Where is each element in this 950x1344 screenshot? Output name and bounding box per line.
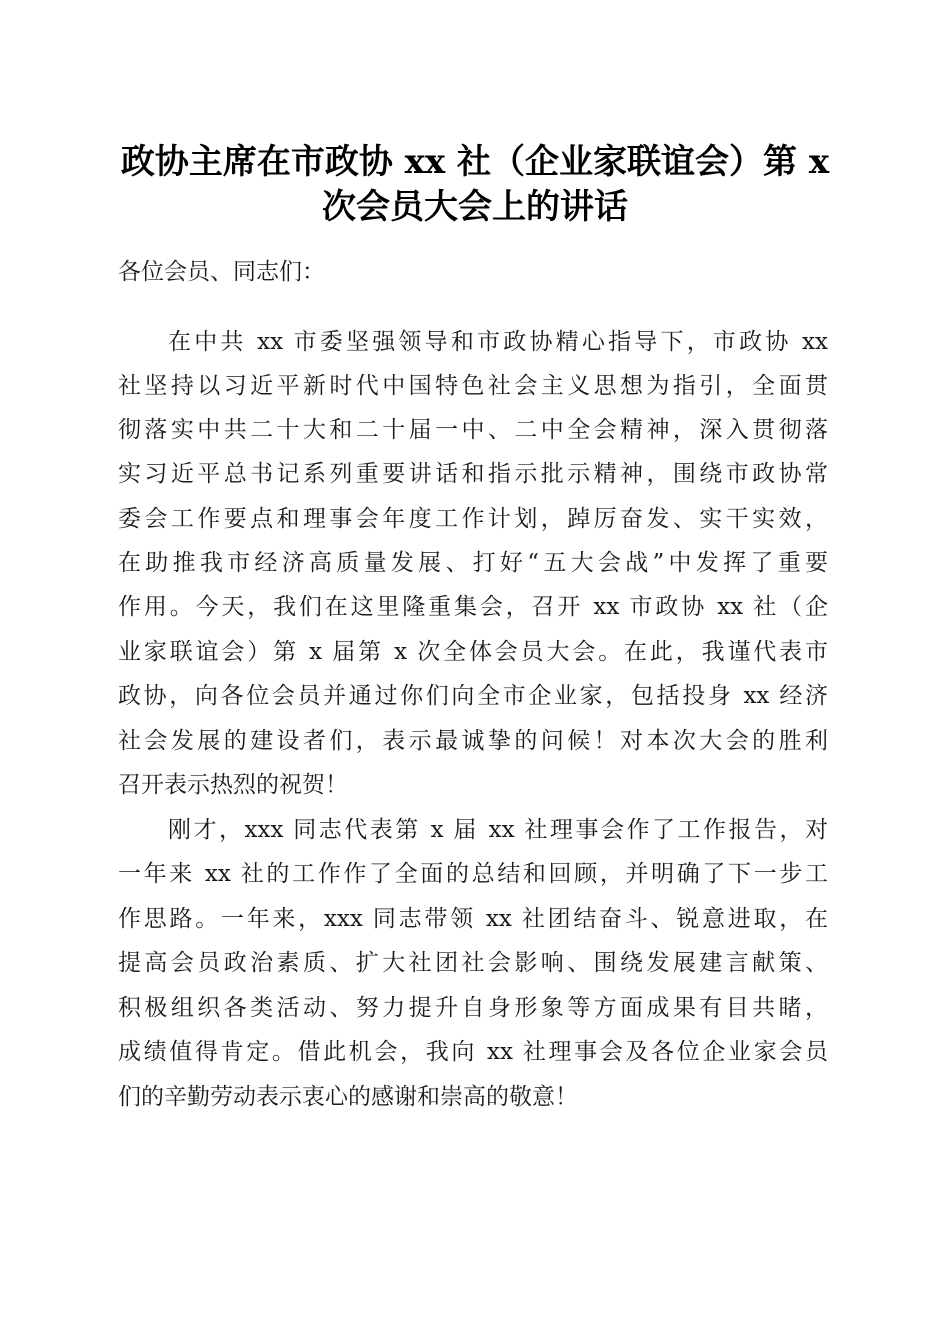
- paragraph-line: 作用。今天，我们在这里隆重集会，召开 xx 市政协 xx 社（企: [118, 594, 828, 620]
- salutation: 各位会员、同志们：: [118, 259, 325, 285]
- paragraph-line: 在助推我市经济高质量发展、打好“五大会战”中发挥了重要: [118, 550, 828, 576]
- paragraph-line: 作思路。一年来，xxx 同志带领 xx 社团结奋斗、锐意进取，在: [118, 906, 828, 932]
- paragraph-line: 提高会员政治素质、扩大社团社会影响、围绕发展建言献策、: [118, 950, 828, 976]
- paragraph-line: 社坚持以习近平新时代中国特色社会主义思想为指引，全面贯: [118, 373, 828, 399]
- paragraph-line: 一年来 xx 社的工作作了全面的总结和回顾，并明确了下一步工: [118, 861, 828, 887]
- paragraph-line: 委会工作要点和理事会年度工作计划，踔厉奋发、实干实效，: [118, 506, 828, 532]
- paragraph-line: 业家联谊会）第 x 届第 x 次全体会员大会。在此，我谨代表市: [118, 639, 828, 665]
- title-line-2: 次会员大会上的讲话: [322, 187, 628, 227]
- paragraph-line: 成绩值得肯定。借此机会，我向 xx 社理事会及各位企业家会员: [118, 1039, 828, 1065]
- paragraph-line: 刚才，xxx 同志代表第 x 届 xx 社理事会作了工作报告，对: [168, 817, 828, 843]
- paragraph-line: 彻落实中共二十大和二十届一中、二中全会精神，深入贯彻落: [118, 417, 828, 443]
- paragraph-line: 积极组织各类活动、努力提升自身形象等方面成果有目共睹，: [118, 995, 828, 1021]
- paragraph-line: 们的辛勤劳动表示衷心的感谢和崇高的敬意！: [118, 1084, 578, 1110]
- paragraph-line: 政协，向各位会员并通过你们向全市企业家，包括投身 xx 经济: [118, 683, 828, 709]
- paragraph-line: 实习近平总书记系列重要讲话和指示批示精神，围绕市政协常: [118, 461, 828, 487]
- paragraph-line: 在中共 xx 市委坚强领导和市政协精心指导下，市政协 xx: [168, 329, 828, 355]
- paragraph-line: 社会发展的建设者们，表示最诚挚的问候！对本次大会的胜利: [118, 728, 828, 754]
- title-line-1: 政协主席在市政协 xx 社（企业家联谊会）第 x: [120, 142, 830, 182]
- paragraph-line: 召开表示热烈的祝贺！: [118, 772, 348, 798]
